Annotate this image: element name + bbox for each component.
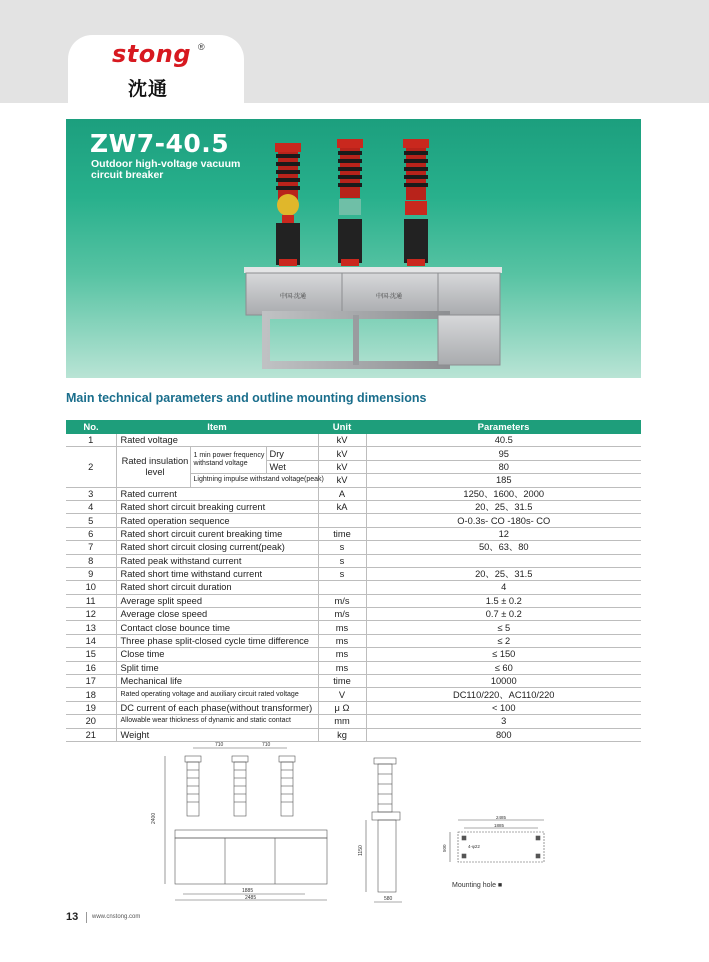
table-row — [66, 567, 641, 580]
row-no: 7 — [66, 541, 116, 554]
row-no: 11 — [66, 594, 116, 607]
dim-total: 2485 — [245, 895, 257, 901]
table-body — [66, 434, 641, 741]
row-item: Rated operation sequence — [116, 514, 318, 527]
row-item: Rated insulation level — [116, 447, 190, 487]
row-value: ≤ 150 — [366, 648, 641, 661]
footer-divider — [86, 912, 87, 923]
row-unit — [318, 581, 366, 594]
side-outline-drawing — [360, 748, 420, 908]
insulator-outlines — [185, 756, 295, 816]
table-row — [66, 648, 641, 661]
row-value: O-0.3s- CO -180s- CO — [366, 514, 641, 527]
row-value: ≤ 2 — [366, 634, 641, 647]
table-header-row — [66, 420, 641, 434]
row-unit: m/s — [318, 594, 366, 607]
row-no: 17 — [66, 675, 116, 688]
header-parameters: Parameters — [366, 420, 641, 434]
row-value: 50、63、80 — [366, 541, 641, 554]
row-value: 95 — [366, 447, 641, 460]
footer-url: www.cnstong.com — [92, 914, 141, 920]
row-value: 1250、1600、2000 — [366, 487, 641, 500]
mount-dim-hole: 4-φ22 — [468, 844, 480, 849]
table-row — [66, 500, 641, 513]
row-value: 10000 — [366, 675, 641, 688]
row-no: 18 — [66, 688, 116, 701]
row-no: 9 — [66, 567, 116, 580]
table-row — [66, 701, 641, 714]
row-unit: mm — [318, 715, 366, 728]
row-value: 40.5 — [366, 434, 641, 447]
table-row — [66, 527, 641, 540]
dim-top-left: 710 — [215, 742, 224, 748]
row-item: Average close speed — [116, 608, 318, 621]
row-value: 3 — [366, 715, 641, 728]
row-item: Close time — [116, 648, 318, 661]
breaker-photo — [66, 119, 641, 378]
row-item: Rated short circuit duration — [116, 581, 318, 594]
row-value: ≤ 60 — [366, 661, 641, 674]
mechanism-box — [438, 315, 500, 365]
row-no: 14 — [66, 634, 116, 647]
table-row — [66, 447, 641, 460]
side-dim-width: 580 — [384, 896, 393, 902]
registered-mark: ® — [198, 42, 205, 52]
row-unit: s — [318, 567, 366, 580]
row-item: Rated short circuit curent breaking time — [116, 527, 318, 540]
row-item: Mechanical life — [116, 675, 318, 688]
page-number: 13 — [66, 911, 79, 923]
row-no: 16 — [66, 661, 116, 674]
row-unit: μ Ω — [318, 701, 366, 714]
row-subitem: 1 min power frequency withstand voltage — [190, 447, 266, 474]
table-row — [66, 581, 641, 594]
row-value: 80 — [366, 460, 641, 473]
product-model: ZW7-40.5 — [90, 129, 230, 158]
row-no: 3 — [66, 487, 116, 500]
row-no: 6 — [66, 527, 116, 540]
row-value — [366, 554, 641, 567]
table-row — [66, 675, 641, 688]
table-row — [66, 688, 641, 701]
row-item: Weight — [116, 728, 318, 741]
row-subitem-wet: Wet — [266, 460, 318, 473]
row-no: 12 — [66, 608, 116, 621]
header-no: No. — [66, 420, 116, 434]
row-item: Average split speed — [116, 594, 318, 607]
dim-height: 2400 — [151, 812, 157, 824]
row-unit: kA — [318, 500, 366, 513]
table-row — [66, 514, 641, 527]
row-unit: s — [318, 541, 366, 554]
cabinet-label-right: 中国·沈通 — [376, 294, 402, 300]
row-value: 0.7 ± 0.2 — [366, 608, 641, 621]
dim-top-right: 710 — [262, 742, 271, 748]
row-item: Split time — [116, 661, 318, 674]
dim-inner: 1885 — [242, 888, 254, 894]
row-unit: kV — [318, 434, 366, 447]
row-unit: ms — [318, 648, 366, 661]
row-value: DC110/220、AC110/220 — [366, 688, 641, 701]
row-value: 1.5 ± 0.2 — [366, 594, 641, 607]
row-unit: A — [318, 487, 366, 500]
product-hero — [66, 119, 641, 378]
insulators — [275, 139, 429, 266]
row-value: 20、25、31.5 — [366, 500, 641, 513]
mounting-hole-label: Mounting hole ■ — [452, 882, 503, 889]
table-row — [66, 634, 641, 647]
table-row — [66, 541, 641, 554]
row-unit: time — [318, 675, 366, 688]
row-no: 13 — [66, 621, 116, 634]
row-unit: ms — [318, 634, 366, 647]
row-item: Rated voltage — [116, 434, 318, 447]
row-no: 10 — [66, 581, 116, 594]
row-unit: kV — [318, 474, 366, 487]
row-value: 20、25、31.5 — [366, 567, 641, 580]
row-item: Contact close bounce time — [116, 621, 318, 634]
row-item: Rated short time withstand current — [116, 567, 318, 580]
row-no: 19 — [66, 701, 116, 714]
table-row — [66, 608, 641, 621]
table-row — [66, 661, 641, 674]
row-value: 800 — [366, 728, 641, 741]
row-unit: kV — [318, 447, 366, 460]
row-unit: time — [318, 527, 366, 540]
row-no: 5 — [66, 514, 116, 527]
table-row — [66, 621, 641, 634]
row-no: 20 — [66, 715, 116, 728]
row-item: Rated peak withstand current — [116, 554, 318, 567]
mount-dim-inner: 1885 — [494, 823, 505, 828]
row-subitem-dry: Dry — [266, 447, 318, 460]
row-no: 15 — [66, 648, 116, 661]
subtitle-line-2: circuit breaker — [91, 169, 164, 181]
table-row — [66, 554, 641, 567]
row-unit: kg — [318, 728, 366, 741]
table-row — [66, 434, 641, 447]
row-value: 185 — [366, 474, 641, 487]
row-no: 2 — [66, 447, 116, 487]
header-item: Item — [116, 420, 318, 434]
table-row — [66, 487, 641, 500]
row-unit: m/s — [318, 608, 366, 621]
side-dim-height: 1150 — [358, 845, 364, 856]
cabinet-label-left: 中国·沈通 — [280, 294, 306, 300]
row-item: Rated short circuit breaking current — [116, 500, 318, 513]
header-unit: Unit — [318, 420, 366, 434]
row-item: Rated short circuit closing current(peak) — [116, 541, 318, 554]
table-row — [66, 594, 641, 607]
table-row — [66, 728, 641, 741]
row-item: Rated operating voltage and auxiliary circuit rated voltage — [116, 688, 318, 701]
row-unit: kV — [318, 460, 366, 473]
row-unit: ms — [318, 661, 366, 674]
mount-dim-side: 500 — [442, 844, 447, 852]
row-unit: ms — [318, 621, 366, 634]
row-value: 12 — [366, 527, 641, 540]
cabinet-top — [244, 267, 502, 273]
row-unit — [318, 514, 366, 527]
front-outline-drawing — [145, 742, 335, 902]
subtitle-line-1: Outdoor high-voltage vacuum — [91, 158, 241, 170]
row-no: 21 — [66, 728, 116, 741]
row-value: < 100 — [366, 701, 641, 714]
mounting-hole-drawing — [440, 816, 550, 876]
row-value: ≤ 5 — [366, 621, 641, 634]
row-unit: V — [318, 688, 366, 701]
table-row — [66, 715, 641, 728]
brand-name-cn: 沈通 — [128, 78, 169, 100]
row-no: 8 — [66, 554, 116, 567]
row-value: 4 — [366, 581, 641, 594]
row-unit: s — [318, 554, 366, 567]
row-item: Allowable wear thickness of dynamic and static contact — [116, 715, 318, 728]
row-subitem: Lightning impulse withstand voltage(peak) — [190, 474, 318, 487]
mount-dim-total: 2485 — [496, 815, 507, 820]
row-item: Three phase split-closed cycle time difference — [116, 634, 318, 647]
row-item: DC current of each phase(without transformer) — [116, 701, 318, 714]
row-no: 4 — [66, 500, 116, 513]
row-item: Rated current — [116, 487, 318, 500]
section-heading: Main technical parameters and outline mounting dimensions — [66, 391, 427, 405]
parameters-table — [66, 420, 641, 742]
brand-logo: stong — [112, 40, 192, 68]
row-no: 1 — [66, 434, 116, 447]
